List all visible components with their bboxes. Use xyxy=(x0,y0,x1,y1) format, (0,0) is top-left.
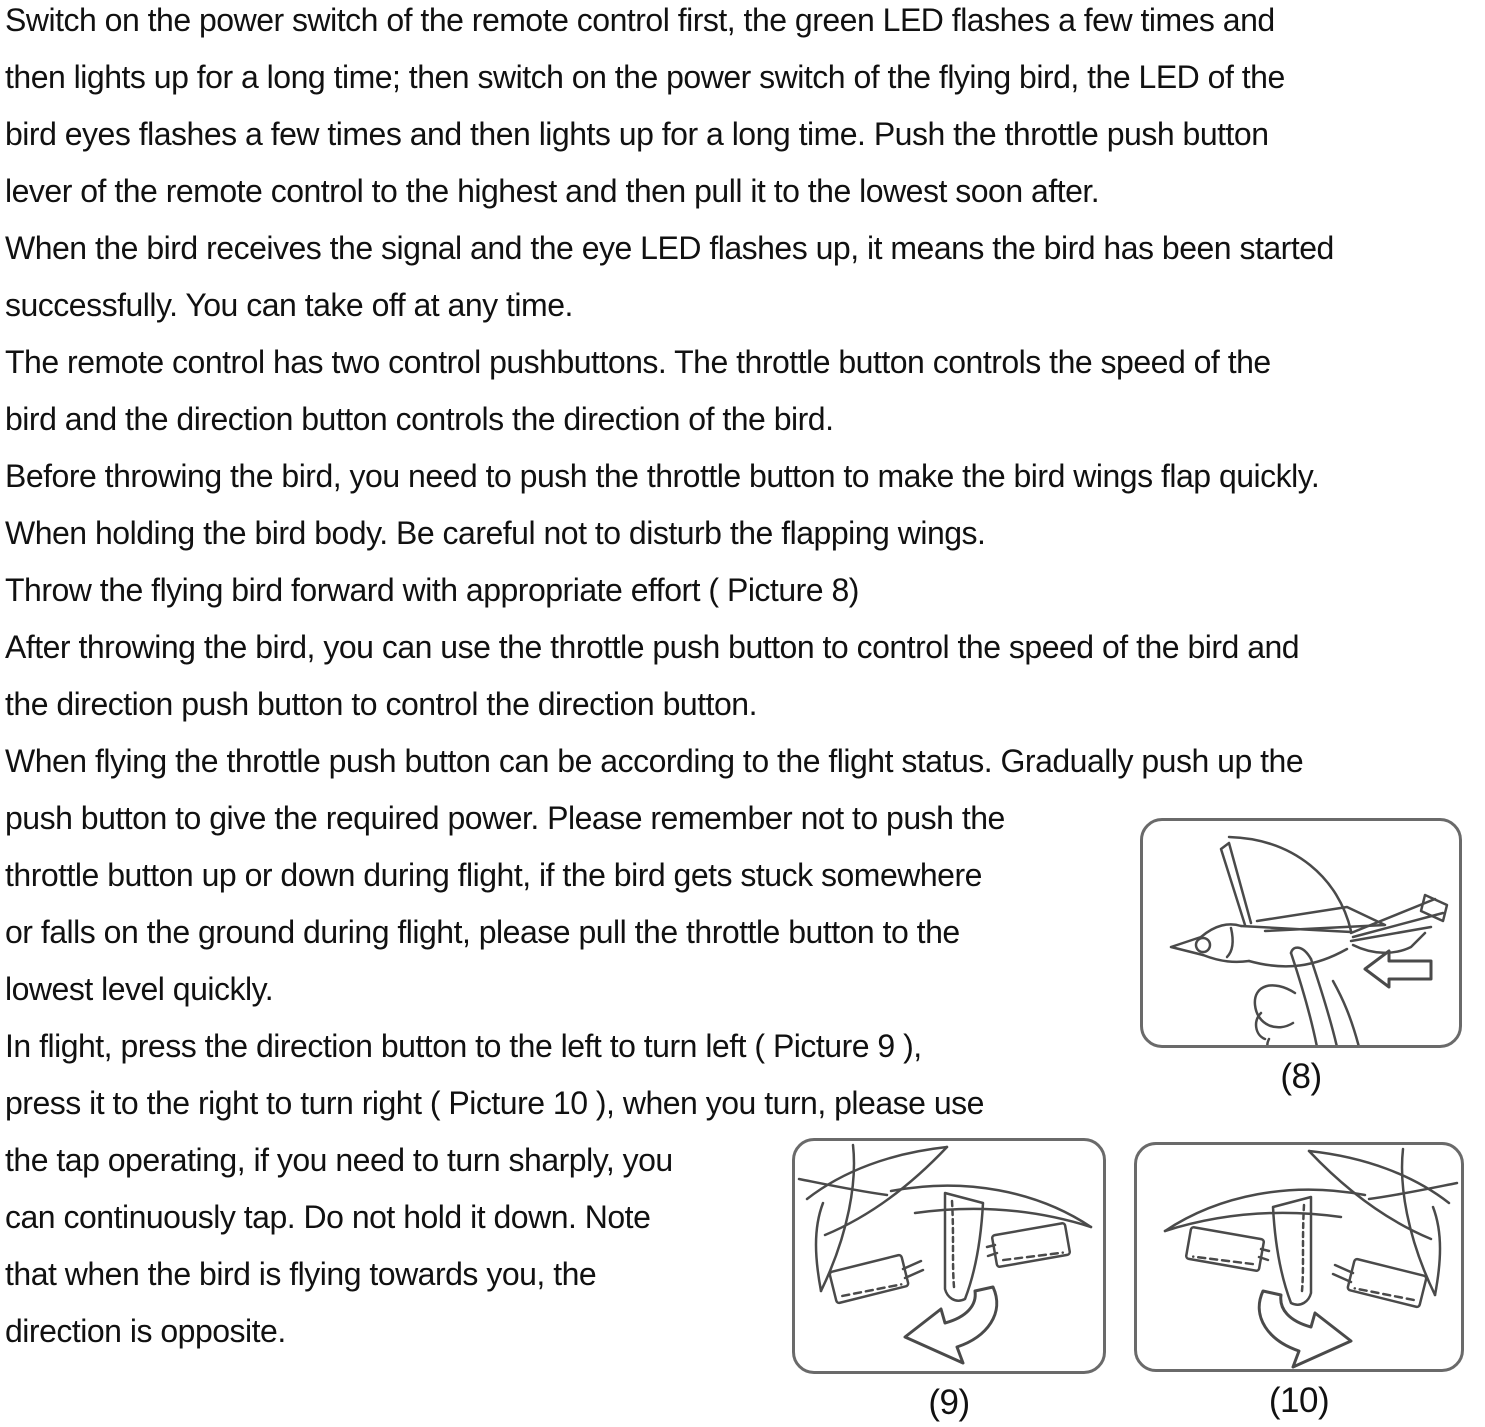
text-line: the direction push button to control the direction button. xyxy=(5,686,757,722)
text-line: that when the bird is flying towards you, the xyxy=(5,1256,597,1292)
figure-picture-10 xyxy=(1134,1142,1464,1421)
text-line: lever of the remote control to the highest and then pull it to the lowest soon after. xyxy=(5,173,1100,209)
text-line: bird and the direction button controls the direction of the bird. xyxy=(5,401,834,437)
turn-right-illustration xyxy=(1137,1145,1461,1369)
picture-9-caption: (9) xyxy=(928,1383,970,1422)
figure-picture-9 xyxy=(792,1138,1106,1423)
text-line: The remote control has two control pushbuttons. The throttle button controls the speed of the xyxy=(5,344,1271,380)
text-line: Throw the flying bird forward with appropriate effort ( Picture 8) xyxy=(5,572,859,608)
text-line: Before throwing the bird, you need to push the throttle button to make the bird wings flap quickly. xyxy=(5,458,1320,494)
picture-8-caption: (8) xyxy=(1280,1057,1322,1096)
text-line: successfully. You can take off at any time. xyxy=(5,287,573,323)
bird-launch-illustration xyxy=(1143,821,1459,1045)
text-line: then lights up for a long time; then switch on the power switch of the flying bird, the LED of the xyxy=(5,59,1285,95)
figure-picture-8 xyxy=(1140,818,1462,1097)
text-line: push button to give the required power. Please remember not to push the xyxy=(5,800,1005,836)
text-line: direction is opposite. xyxy=(5,1313,286,1349)
text-line: throttle button up or down during flight, if the bird gets stuck somewhere xyxy=(5,857,982,893)
turn-left-illustration xyxy=(795,1141,1103,1371)
text-line: In flight, press the direction button to the left to turn left ( Picture 9 ), xyxy=(5,1028,922,1064)
text-line: the tap operating, if you need to turn sharply, you xyxy=(5,1142,673,1178)
text-line: press it to the right to turn right ( Picture 10 ), when you turn, please use xyxy=(5,1085,984,1121)
text-line: When the bird receives the signal and the eye LED flashes up, it means the bird has been started xyxy=(5,230,1334,266)
picture-10-caption: (10) xyxy=(1268,1381,1330,1420)
text-line: Switch on the power switch of the remote control first, the green LED flashes a few times and xyxy=(5,2,1275,38)
picture-8-frame xyxy=(1140,818,1462,1048)
text-line: can continuously tap. Do not hold it down. Note xyxy=(5,1199,651,1235)
text-line: When flying the throttle push button can be according to the flight status. Gradually push up the xyxy=(5,743,1304,779)
picture-10-frame xyxy=(1134,1142,1464,1372)
text-line: When holding the bird body. Be careful not to disturb the flapping wings. xyxy=(5,515,986,551)
text-line: or falls on the ground during flight, please pull the throttle button to the xyxy=(5,914,960,950)
text-line: bird eyes flashes a few times and then lights up for a long time. Push the throttle push button xyxy=(5,116,1269,152)
text-line: After throwing the bird, you can use the throttle push button to control the speed of the bird and xyxy=(5,629,1300,665)
picture-9-frame xyxy=(792,1138,1106,1374)
text-line: lowest level quickly. xyxy=(5,971,274,1007)
